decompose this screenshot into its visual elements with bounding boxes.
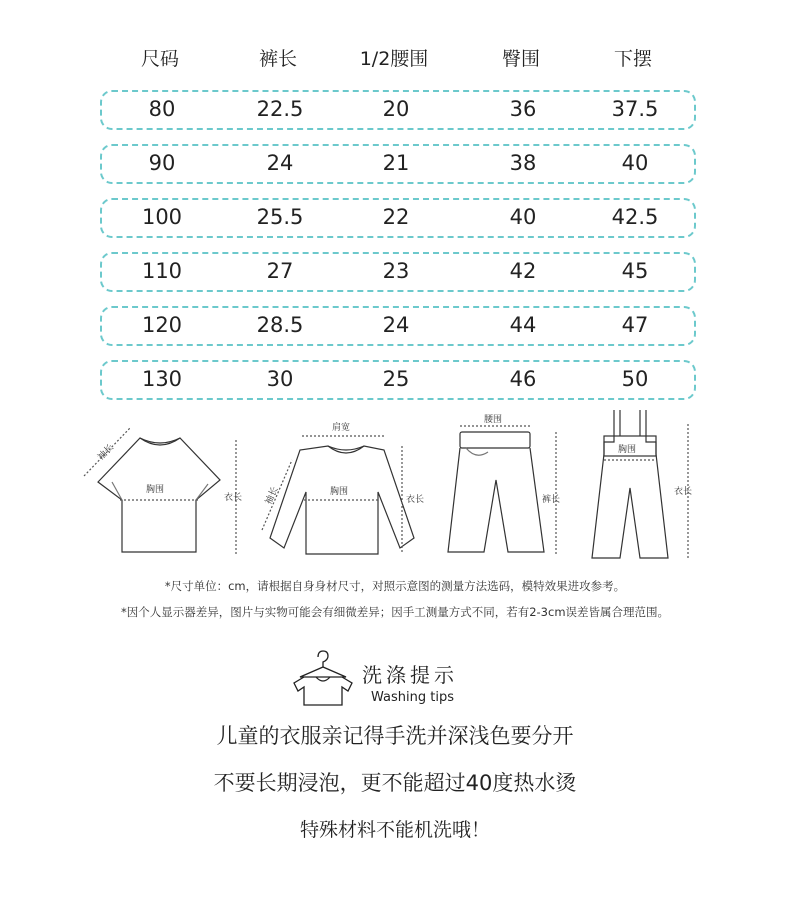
- header-size: 尺码: [140, 48, 180, 70]
- measurement-diagrams: [0, 402, 790, 572]
- cell-half-waist: 22: [382, 205, 410, 229]
- measurement-diagrams-svg: [0, 402, 790, 572]
- washing-tips-title: 洗涤提示: [362, 663, 458, 687]
- cell-hem: 40: [621, 151, 649, 175]
- cell-hem: 37.5: [611, 97, 659, 121]
- cell-hem: 50: [621, 367, 649, 391]
- cell-hem: 42.5: [611, 205, 659, 229]
- cell-half-waist: 23: [382, 259, 410, 283]
- overalls-chest-label: 胸围: [618, 445, 637, 455]
- cell-pants-length: 30: [266, 367, 294, 391]
- table-row: [100, 306, 696, 346]
- sweater-chest-label: 胸围: [330, 487, 349, 497]
- tshirt-chest-label: 胸围: [146, 485, 165, 495]
- table-row: [100, 360, 696, 400]
- cell-pants-length: 24: [266, 151, 294, 175]
- washing-tips-header: [290, 645, 550, 715]
- cell-hip: 38: [509, 151, 537, 175]
- cell-size: 90: [148, 151, 176, 175]
- cell-pants-length: 22.5: [256, 97, 304, 121]
- cell-hem: 47: [621, 313, 649, 337]
- washing-line: 特殊材料不能机洗哦！: [299, 819, 490, 841]
- tshirt-sleeve-label: 袖长: [96, 442, 117, 463]
- sweater-sleeve-label: 袖长: [263, 485, 281, 507]
- pants-diagram: [448, 432, 544, 552]
- cell-pants-length: 28.5: [256, 313, 304, 337]
- cell-size: 130: [141, 367, 183, 391]
- washing-line: 不要长期浸泡，更不能超过40度热水烫: [213, 771, 577, 795]
- cell-pants-length: 27: [266, 259, 294, 283]
- header-hip: 臀围: [501, 48, 541, 70]
- header-pants-length: 裤长: [258, 48, 298, 70]
- cell-size: 100: [141, 205, 183, 229]
- cell-size: 110: [141, 259, 183, 283]
- cell-hip: 42: [509, 259, 537, 283]
- overalls-length-label: 衣长: [674, 487, 693, 497]
- cell-half-waist: 21: [382, 151, 410, 175]
- cell-size: 80: [148, 97, 176, 121]
- pants-waist-label: 腰围: [484, 415, 503, 425]
- size-note: *尺寸单位：cm，请根据自身身材尺寸，对照示意图的测量方法选码，模特效果进攻参考。: [164, 579, 626, 593]
- cell-size: 120: [141, 313, 183, 337]
- cell-hem: 45: [621, 259, 649, 283]
- cell-hip: 40: [509, 205, 537, 229]
- cell-half-waist: 20: [382, 97, 410, 121]
- table-row: [100, 90, 696, 130]
- header-hem: 下摆: [613, 48, 653, 70]
- hanger-shirt-icon: [290, 649, 360, 709]
- sweater-length-label: 衣长: [406, 495, 425, 505]
- overalls-diagram: [592, 410, 668, 558]
- tshirt-length-label: 衣长: [224, 493, 243, 503]
- sweater-shoulder-label: 肩宽: [332, 423, 351, 433]
- header-half-waist: 1/2腰围: [359, 48, 429, 70]
- table-row: [100, 144, 696, 184]
- cell-hip: 46: [509, 367, 537, 391]
- table-row: [100, 252, 696, 292]
- washing-line: 儿童的衣服亲记得手洗并深浅色要分开: [216, 724, 574, 748]
- cell-half-waist: 24: [382, 313, 410, 337]
- pants-length-label: 裤长: [542, 495, 561, 505]
- size-table-header: [100, 44, 696, 74]
- cell-hip: 44: [509, 313, 537, 337]
- cell-hip: 36: [509, 97, 537, 121]
- washing-tips-subtitle: Washing tips: [371, 690, 454, 705]
- table-row: [100, 198, 696, 238]
- measurement-note: *因个人显示器差异，图片与实物可能会有细微差异；因手工测量方式不同，若有2-3cm误差皆属合理范围。: [120, 605, 670, 619]
- cell-pants-length: 25.5: [256, 205, 304, 229]
- cell-half-waist: 25: [382, 367, 410, 391]
- tshirt-diagram: [98, 438, 220, 552]
